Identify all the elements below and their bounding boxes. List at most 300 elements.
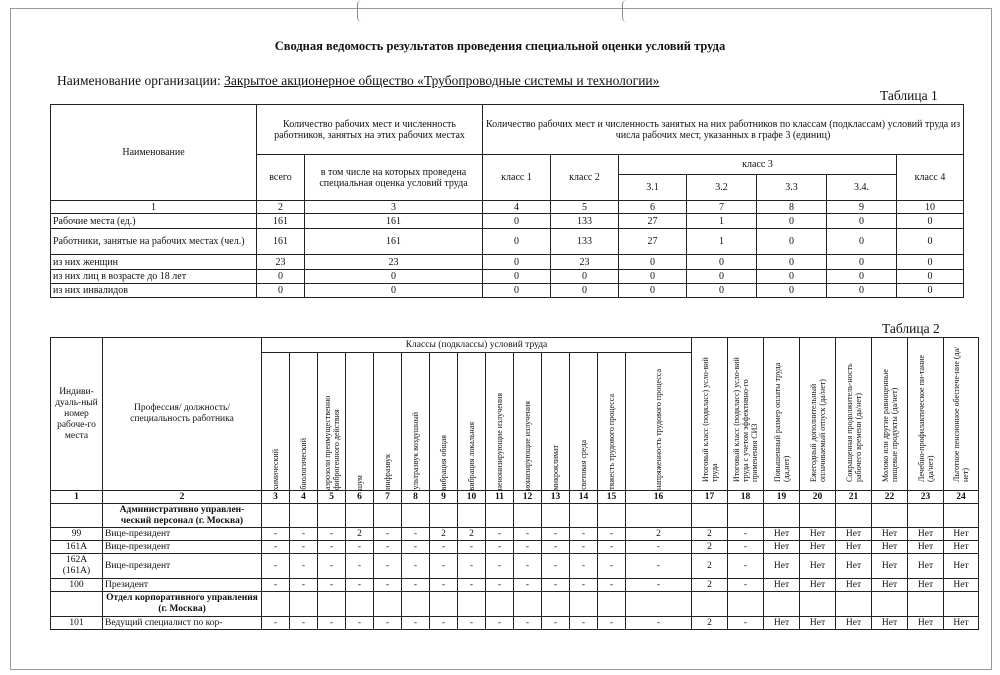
- table-cell: [692, 504, 728, 528]
- table-cell: Нет: [872, 617, 908, 630]
- table-cell: 2: [692, 528, 728, 541]
- table-cell: 2: [458, 528, 486, 541]
- table-cell: [458, 592, 486, 617]
- table-cell: [908, 592, 944, 617]
- header-right-18: [728, 338, 764, 491]
- table-cell: 2: [430, 528, 458, 541]
- table-cell: 0: [827, 255, 897, 270]
- header-condition-classes: Классы (подклассы) условий труда: [262, 338, 692, 353]
- table-cell: [908, 504, 944, 528]
- table-cell: -: [542, 541, 570, 554]
- header-class2: класс 2: [551, 155, 619, 201]
- table-cell: [486, 504, 514, 528]
- table-cell: -: [728, 528, 764, 541]
- table2-caption: Таблица 2: [882, 321, 940, 336]
- table-cell: Нет: [872, 528, 908, 541]
- header-factor-text: вибрация локальная: [467, 421, 476, 490]
- column-number: 6: [346, 491, 374, 504]
- table-cell: 1: [687, 214, 757, 229]
- table-cell: [486, 592, 514, 617]
- column-number: 1: [51, 491, 103, 504]
- organization-label: Наименование организации:: [57, 73, 225, 88]
- header-factor: [430, 353, 458, 491]
- column-number: 4: [483, 201, 551, 214]
- table-cell: -: [374, 554, 402, 579]
- table-cell: Нет: [836, 528, 872, 541]
- table-cell: -: [374, 528, 402, 541]
- table-row: [51, 528, 979, 541]
- table-cell: [872, 592, 908, 617]
- table-cell: -: [290, 579, 318, 592]
- header-factor-text: микроклимат: [551, 444, 560, 490]
- header-factor-text: химический: [271, 448, 280, 490]
- header-factor-text: ультразвук воздушный: [411, 412, 420, 490]
- table-cell: Нет: [800, 541, 836, 554]
- table-cell: -: [402, 617, 430, 630]
- header-right-24: [944, 338, 979, 491]
- table-cell: -: [458, 541, 486, 554]
- table-cell: Нет: [944, 617, 979, 630]
- table-cell: 0: [257, 284, 305, 298]
- table-cell: 0: [687, 270, 757, 284]
- column-number: 13: [542, 491, 570, 504]
- table-cell: [430, 504, 458, 528]
- table-cell: 0: [551, 284, 619, 298]
- table-row: [51, 617, 979, 630]
- table-cell: 2: [692, 579, 728, 592]
- table-cell: -: [626, 541, 692, 554]
- header-factor: [486, 353, 514, 491]
- table-cell: -: [486, 554, 514, 579]
- column-number: 22: [872, 491, 908, 504]
- table-cell: [262, 592, 290, 617]
- column-number: 1: [51, 201, 257, 214]
- table-cell: Нет: [836, 617, 872, 630]
- table-cell: -: [290, 617, 318, 630]
- header-factor-text: ионизирующие излучения: [523, 400, 532, 490]
- table-cell: 0: [305, 270, 483, 284]
- summary-table: [50, 104, 964, 298]
- section-row: [51, 592, 979, 617]
- table-cell: -: [514, 528, 542, 541]
- table-cell: 0: [757, 255, 827, 270]
- table-cell: 0: [619, 255, 687, 270]
- header-factor: [402, 353, 430, 491]
- section-row: [51, 504, 979, 528]
- table-cell: 0: [483, 255, 551, 270]
- table-cell: -: [374, 617, 402, 630]
- table-cell: [51, 592, 103, 617]
- table-cell: -: [542, 554, 570, 579]
- header-name: Наименование: [51, 105, 257, 201]
- table-row: [51, 541, 979, 554]
- table-cell: [728, 592, 764, 617]
- column-number: 2: [257, 201, 305, 214]
- workplace-table: [50, 337, 979, 630]
- table-cell: [290, 504, 318, 528]
- table-cell: 0: [483, 270, 551, 284]
- column-number: 19: [764, 491, 800, 504]
- table-cell: 2: [626, 528, 692, 541]
- table-cell: -: [262, 579, 290, 592]
- table-cell: [570, 592, 598, 617]
- column-number: 6: [619, 201, 687, 214]
- table-cell: -: [318, 528, 346, 541]
- column-number: 7: [687, 201, 757, 214]
- header-right-22: [872, 338, 908, 491]
- document-title: Сводная ведомость результатов проведения специальной оценки условий труда: [274, 39, 726, 53]
- table-cell: [598, 592, 626, 617]
- table-cell: -: [402, 541, 430, 554]
- table-cell: -: [458, 554, 486, 579]
- column-number: 15: [598, 491, 626, 504]
- table-cell: -: [262, 617, 290, 630]
- table-cell: -: [570, 617, 598, 630]
- table-cell: [458, 504, 486, 528]
- table-cell: 133: [551, 214, 619, 229]
- table-cell: -: [598, 617, 626, 630]
- table-cell: [374, 504, 402, 528]
- table-cell: 0: [483, 214, 551, 229]
- table-cell: -: [486, 617, 514, 630]
- table-cell: -: [514, 554, 542, 579]
- table-cell: Нет: [908, 541, 944, 554]
- table-cell: -: [598, 554, 626, 579]
- table-cell: [318, 592, 346, 617]
- header-workplace-id-text: Индиви-дуаль-ный номер рабоче-го места: [55, 386, 98, 441]
- workplace-id: 99: [51, 528, 103, 541]
- table-cell: -: [318, 617, 346, 630]
- table-cell: [626, 592, 692, 617]
- header-quantity: Количество рабочих мест и численность работников, занятых на этих рабочих местах: [257, 105, 483, 155]
- table-cell: -: [430, 617, 458, 630]
- header-class3: класс 3: [619, 155, 897, 175]
- table-cell: 161: [257, 229, 305, 255]
- table-cell: -: [626, 554, 692, 579]
- header-factor: [514, 353, 542, 491]
- header-right-text: Льготное пенсионное обеспече-ние (да/нет): [952, 346, 970, 482]
- table-cell: [764, 592, 800, 617]
- table-cell: -: [430, 554, 458, 579]
- table-cell: -: [290, 528, 318, 541]
- workplace-id: 161А: [51, 541, 103, 554]
- header-factor-text: вибрация общая: [439, 434, 448, 490]
- table-cell: 0: [827, 229, 897, 255]
- header-factor: [458, 353, 486, 491]
- table-cell: [346, 504, 374, 528]
- table-cell: 0: [757, 229, 827, 255]
- workplace-id: 101: [51, 617, 103, 630]
- header-profession: [103, 338, 262, 491]
- column-number: 5: [551, 201, 619, 214]
- table-cell: Нет: [944, 528, 979, 541]
- header-factor-text: инфразвук: [383, 454, 392, 490]
- table-cell: 133: [551, 229, 619, 255]
- table-cell: -: [318, 541, 346, 554]
- header-classes: Количество рабочих мест и численность занятых на них работников по классам (подклассам) условий труда из числа рабочих мест, указанных в графе 3 (единиц): [483, 105, 964, 155]
- table-cell: [836, 504, 872, 528]
- table-cell: -: [402, 554, 430, 579]
- profession: Ведущий специалист по кор-: [103, 617, 262, 630]
- table-cell: 0: [257, 270, 305, 284]
- header-factor: [346, 353, 374, 491]
- table-cell: -: [542, 528, 570, 541]
- table-cell: -: [262, 554, 290, 579]
- column-number: 4: [290, 491, 318, 504]
- table-cell: [51, 504, 103, 528]
- header-factor-text: световая среда: [579, 440, 588, 490]
- header-right-text: Итоговый класс (подкласс) усло-вий труда: [700, 357, 719, 482]
- table-cell: 0: [305, 284, 483, 298]
- table-cell: [944, 592, 979, 617]
- header-factor-text: тяжесть трудового процесса: [607, 394, 616, 490]
- column-number: 24: [944, 491, 979, 504]
- table-cell: Нет: [872, 541, 908, 554]
- table-cell: 161: [305, 229, 483, 255]
- table-cell: -: [346, 541, 374, 554]
- table-cell: Нет: [872, 554, 908, 579]
- table-cell: [800, 592, 836, 617]
- header-assessed: в том числе на которых проведена специальная оценка условий труда: [305, 155, 483, 201]
- header-factor-text: шум: [355, 474, 364, 490]
- table-row: [51, 214, 964, 229]
- table-cell: Нет: [764, 528, 800, 541]
- table-cell: Нет: [836, 541, 872, 554]
- table-cell: 0: [897, 270, 964, 284]
- table-cell: Нет: [908, 528, 944, 541]
- header-total: всего: [257, 155, 305, 201]
- table-cell: 0: [687, 255, 757, 270]
- header-sub-3-3: 3.3: [757, 175, 827, 201]
- table-cell: Нет: [800, 528, 836, 541]
- table-cell: -: [402, 528, 430, 541]
- table-cell: [570, 504, 598, 528]
- table-cell: Нет: [944, 541, 979, 554]
- header-right-21: [836, 338, 872, 491]
- table-cell: -: [486, 541, 514, 554]
- table-row: [51, 579, 979, 592]
- column-number: 7: [374, 491, 402, 504]
- table-cell: [626, 504, 692, 528]
- table-cell: 0: [551, 270, 619, 284]
- table-cell: Нет: [872, 579, 908, 592]
- table-cell: -: [374, 579, 402, 592]
- table-cell: [598, 504, 626, 528]
- table-cell: -: [346, 579, 374, 592]
- table-cell: 0: [827, 214, 897, 229]
- header-factor: [262, 353, 290, 491]
- table-cell: -: [542, 617, 570, 630]
- table-cell: -: [346, 617, 374, 630]
- row-label: из них лиц в возрасте до 18 лет: [51, 270, 257, 284]
- table-cell: [402, 504, 430, 528]
- header-factor-text: биологический: [299, 438, 308, 490]
- table-cell: -: [486, 579, 514, 592]
- table-cell: Нет: [764, 579, 800, 592]
- table-cell: [430, 592, 458, 617]
- table-cell: 161: [305, 214, 483, 229]
- column-number: 20: [800, 491, 836, 504]
- table-cell: -: [542, 579, 570, 592]
- table-cell: 0: [897, 284, 964, 298]
- table-cell: Нет: [944, 554, 979, 579]
- table-row: [51, 554, 979, 579]
- column-number: 10: [458, 491, 486, 504]
- table-cell: 0: [619, 270, 687, 284]
- table-cell: 23: [257, 255, 305, 270]
- table-cell: 0: [483, 284, 551, 298]
- section-title: Административно управлен-ческий персонал (г. Москва): [103, 504, 262, 528]
- table-cell: [514, 592, 542, 617]
- header-right-text: Сокращенная продолжитель-ность рабочего времени (да/нет): [844, 363, 863, 482]
- table-cell: Нет: [836, 579, 872, 592]
- table-cell: Нет: [908, 554, 944, 579]
- table-cell: -: [430, 541, 458, 554]
- profession: Вице-президент: [103, 528, 262, 541]
- table1-caption: Таблица 1: [880, 88, 938, 103]
- column-number: 23: [908, 491, 944, 504]
- column-number: 16: [626, 491, 692, 504]
- table-cell: 0: [619, 284, 687, 298]
- table-cell: -: [514, 541, 542, 554]
- organization-line: [57, 73, 659, 89]
- table-cell: [692, 592, 728, 617]
- table-cell: Нет: [764, 617, 800, 630]
- table-cell: -: [374, 541, 402, 554]
- header-factor: [598, 353, 626, 491]
- header-right-20: [800, 338, 836, 491]
- header-factor: [290, 353, 318, 491]
- table-cell: -: [728, 617, 764, 630]
- header-class4: класс 4: [897, 155, 964, 201]
- table-cell: -: [262, 541, 290, 554]
- header-factor-text: напряженность трудового процесса: [654, 368, 663, 490]
- header-sub-3-4: 3.4.: [827, 175, 897, 201]
- table-cell: Нет: [764, 541, 800, 554]
- header-factor: [626, 353, 692, 491]
- column-number: 11: [486, 491, 514, 504]
- table-cell: -: [486, 528, 514, 541]
- table-cell: [764, 504, 800, 528]
- profession: Вице-президент: [103, 554, 262, 579]
- table-cell: -: [290, 541, 318, 554]
- table-cell: -: [458, 579, 486, 592]
- row-label: Рабочие места (ед.): [51, 214, 257, 229]
- table-cell: -: [458, 617, 486, 630]
- column-number: 14: [570, 491, 598, 504]
- table-row: [51, 270, 964, 284]
- table-cell: -: [570, 528, 598, 541]
- punch-hole-mark: [357, 0, 366, 22]
- table-cell: 2: [692, 554, 728, 579]
- header-right-text: Молоко или другие равноценные пищевые продукты (да/нет): [880, 369, 899, 482]
- row-label: Работники, занятые на рабочих местах (чел.): [51, 229, 257, 255]
- table-row: [51, 255, 964, 270]
- table-cell: -: [570, 579, 598, 592]
- table-cell: [290, 592, 318, 617]
- table-cell: [318, 504, 346, 528]
- table-cell: [542, 592, 570, 617]
- table-cell: 2: [346, 528, 374, 541]
- table-cell: -: [598, 579, 626, 592]
- column-number: 8: [757, 201, 827, 214]
- table-cell: [262, 504, 290, 528]
- table-cell: [872, 504, 908, 528]
- header-factor-text: аэрозоли преимущественно фиброгенного действия: [322, 395, 341, 490]
- punch-hole-mark: [622, 0, 631, 22]
- table-cell: [944, 504, 979, 528]
- header-right-text: Ежегодный дополнительный оплачиваемый отпуск (да/нет): [808, 379, 827, 482]
- header-profession-text: Профессия/ должность/ специальность работника: [130, 403, 234, 424]
- table-cell: -: [318, 554, 346, 579]
- table-cell: Нет: [836, 554, 872, 579]
- table-cell: 0: [897, 229, 964, 255]
- table-cell: 1: [687, 229, 757, 255]
- workplace-id: 162А (161А): [51, 554, 103, 579]
- table-cell: -: [728, 541, 764, 554]
- column-number: 18: [728, 491, 764, 504]
- column-number: 2: [103, 491, 262, 504]
- column-number: 17: [692, 491, 728, 504]
- table-cell: Нет: [800, 554, 836, 579]
- table-cell: [542, 504, 570, 528]
- header-right-text: Итоговый класс (подкласс) усло-вий труда с учетом эффективно-го применения СИЗ: [732, 357, 759, 482]
- header-workplace-id: [51, 338, 103, 491]
- table-cell: 27: [619, 229, 687, 255]
- header-factor: [318, 353, 346, 491]
- header-factor: [570, 353, 598, 491]
- table-cell: 0: [757, 270, 827, 284]
- column-number: 21: [836, 491, 872, 504]
- table-cell: -: [514, 617, 542, 630]
- table-cell: [402, 592, 430, 617]
- column-number: 5: [318, 491, 346, 504]
- header-factor-text: неионизирующие излучения: [495, 392, 504, 490]
- header-factor: [374, 353, 402, 491]
- table-cell: 2: [692, 541, 728, 554]
- table-cell: 0: [483, 229, 551, 255]
- column-number: 3: [262, 491, 290, 504]
- table-cell: 0: [757, 284, 827, 298]
- table-cell: Нет: [908, 579, 944, 592]
- table-cell: -: [598, 541, 626, 554]
- table-row: [51, 229, 964, 255]
- header-right-text: Повышенный размер оплаты труда (да,нет): [772, 362, 791, 482]
- row-label: из них инвалидов: [51, 284, 257, 298]
- column-number: 10: [897, 201, 964, 214]
- section-title: Отдел корпоративного управления (г. Москва): [103, 592, 262, 617]
- table-cell: -: [570, 554, 598, 579]
- table-cell: [728, 504, 764, 528]
- column-number: 12: [514, 491, 542, 504]
- header-sub-3-2: 3.2: [687, 175, 757, 201]
- table-cell: [836, 592, 872, 617]
- table-cell: Нет: [908, 617, 944, 630]
- table-cell: 2: [692, 617, 728, 630]
- table-cell: -: [570, 541, 598, 554]
- table-cell: 0: [757, 214, 827, 229]
- table-cell: 27: [619, 214, 687, 229]
- table-cell: 23: [305, 255, 483, 270]
- table-cell: -: [402, 579, 430, 592]
- profession: Президент: [103, 579, 262, 592]
- table-cell: Нет: [800, 617, 836, 630]
- table-cell: -: [728, 554, 764, 579]
- table-cell: -: [346, 554, 374, 579]
- header-right-17: [692, 338, 728, 491]
- column-number: 9: [430, 491, 458, 504]
- header-class1: класс 1: [483, 155, 551, 201]
